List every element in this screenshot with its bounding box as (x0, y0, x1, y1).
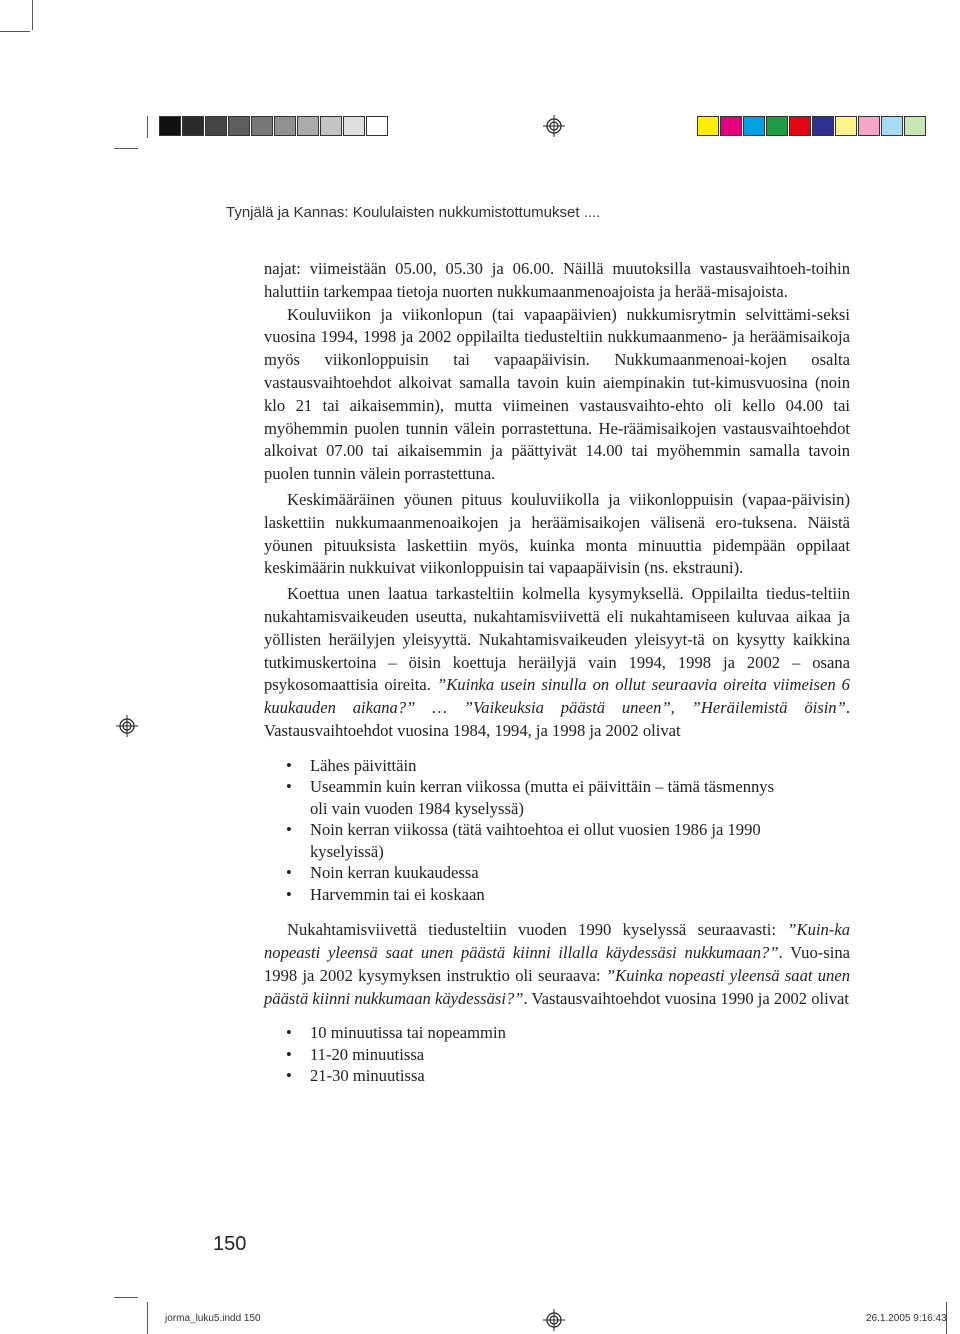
list-item (264, 884, 850, 906)
color-swatch (159, 116, 181, 136)
color-swatch (320, 116, 342, 136)
color-swatch (766, 116, 788, 136)
color-swatch (835, 116, 857, 136)
crop-mark (32, 0, 33, 30)
color-swatch (858, 116, 880, 136)
color-swatch (182, 116, 204, 136)
color-swatch (343, 116, 365, 136)
paragraph (264, 919, 850, 1010)
list-item-text: Noin kerran viikossa (tätä vaihtoehtoa ei ollut vuosien 1986 ja 1990 (310, 820, 761, 840)
bullet-icon: • (286, 1044, 292, 1064)
gray-color-bar (159, 116, 389, 136)
bullet-list-frequency (264, 755, 850, 906)
color-swatch (228, 116, 250, 136)
italic-quote: ”Kuinka nopeasti yleensä saat unen päästä kiinni nukkumaan käydessäsi?” (264, 965, 850, 1008)
list-item (264, 755, 850, 777)
footer-timestamp: 26.1.2005 9:16:43 (866, 1313, 947, 1324)
bullet-icon: • (286, 777, 292, 797)
list-item (264, 1065, 850, 1087)
text-run: Koettua unen laatua tarkasteltiin kolmella kysymyksellä. Oppilailta tiedus-teltiin nukahtamisvaikeuden useutta, nukahtamisviivettä eli nukahtamiseen kuluvaa aikaa ja yöllisten heräilyjen yleisyyttä. Nukahtamisvaikeuden yleisyyt-tä on kysytty kaikkina tutkimuskertoina – öisin koettuja heräilyjä vain 1994, 1998 ja 2002 – osana psykosomaattisia oireita. (264, 584, 850, 695)
list-item-text: kyselyissä) (310, 841, 384, 861)
color-swatch (366, 116, 388, 136)
crop-mark (114, 1297, 138, 1298)
text-run: Nukahtamisviivettä tiedusteltiin vuoden 1990 kyselyssä seuraavasti: (287, 920, 788, 940)
text-run: . Vastausvaihtoehdot vuosina 1990 ja 2002 olivat (523, 988, 850, 1008)
color-swatch (205, 116, 227, 136)
crop-mark (0, 31, 30, 32)
italic-quote: ”Kuin-ka nopeasti yleensä saat unen päästä kiinni illalla käydessäsi nukkumaan?” (264, 920, 850, 963)
color-swatch (274, 116, 296, 136)
list-item-text: oli vain vuoden 1984 kyselyssä) (310, 798, 524, 818)
paragraph (264, 583, 850, 743)
main-text (264, 258, 850, 1087)
list-item-text: Lähes päivittäin (310, 755, 417, 775)
color-swatch (881, 116, 903, 136)
text-run: . Vastausvaihtoehdot vuosina 1984, 1994, ja 1998 ja 2002 olivat (264, 698, 850, 740)
running-header: Tynjälä ja Kannas: Koululaisten nukkumistottumukset .... (226, 204, 601, 221)
crop-mark (114, 148, 138, 149)
list-item-text: 11-20 minuutissa (310, 1044, 425, 1064)
color-swatch (697, 116, 719, 136)
color-swatch (904, 116, 926, 136)
bullet-icon: • (286, 755, 292, 775)
list-item (264, 862, 850, 884)
color-swatch (720, 116, 742, 136)
bullet-icon: • (286, 820, 292, 840)
list-item-text: 21-30 minuutissa (310, 1066, 425, 1086)
color-swatch (297, 116, 319, 136)
registration-mark-icon (543, 115, 565, 137)
list-item-text: Useammin kuin kerran viikossa (mutta ei päivittäin – tämä täsmennys (310, 777, 775, 797)
footer-file-info: jorma_luku5.indd 150 (165, 1313, 261, 1324)
paragraph: Kouluviikon ja viikonlopun (tai vapaapäivien) nukkumisrytmin selvittämi-seksi vuosina 1994, 1998 ja 2002 oppilailta tiedusteltiin nukkumaanmeno- ja heräämisaikoja myös viikonloppuisin tai vapaapäivisin. Nukkumaanmenoai-kojen osalta vastausvaihtoehdot alkoivat samalla tavoin kuin aiempinakin tut-kimusvuosina (noin klo 21 tai aikaisemmin), mutta viimeinen vastausvaihto-ehto oli kello 04.00 tai myöhemmin puolen tunnin välein porrastettuna. He-räämisaikojen vastausvaihtoehdot alkoivat 07.00 tai aikaisemmin ja päättyivät 14.00 tai myöhemmin samalla tavoin puolen tunnin välein porrastettuna. (264, 304, 850, 484)
bullet-list-latency (264, 1022, 850, 1087)
registration-mark-icon (116, 715, 138, 737)
color-swatch (251, 116, 273, 136)
paragraph: najat: viimeistään 05.00, 05.30 ja 06.00. Näillä muutoksilla vastausvaihtoeh-toihin haluttiin tarkempaa tietoja nuorten nukkumaanmenoajoista ja herää-misajoista. (264, 259, 850, 301)
bullet-icon: • (286, 1023, 292, 1043)
paragraph: Keskimääräinen yöunen pituus kouluviikolla ja viikonloppuisin (vapaa-päivisin) laskettiin nukkumaanmenoaikojen ja heräämisaikojen välisenä ero-tuksena. Näistä yöunen pituuksista laskettiin myös, kuinka monta minuuttia pidempään oppilaat keskimäärin nukkuivat viikonloppuisin tai vapaapäivisin (ns. ekstrauni). (264, 489, 850, 578)
cmyk-color-bar (697, 116, 927, 136)
crop-mark (147, 1302, 148, 1334)
color-swatch (789, 116, 811, 136)
list-item-text: Harvemmin tai ei koskaan (310, 884, 485, 904)
text-run: . Vuo-sina 1998 ja 2002 kysymyksen instruktio oli seuraava: (264, 943, 850, 985)
registration-mark-icon (543, 1309, 565, 1331)
list-item-text: 10 minuutissa tai nopeammin (310, 1023, 506, 1043)
list-item (264, 1022, 850, 1044)
color-swatch (812, 116, 834, 136)
italic-quote: ”Kuinka usein sinulla on ollut seuraavia oireita viimeisen 6 kuukauden aikana?” … ”Vaikeuksia päästä uneen”, ”Heräilemistä öisin” (264, 675, 850, 718)
bullet-icon: • (286, 863, 292, 883)
bullet-icon: • (286, 1066, 292, 1086)
color-swatch (743, 116, 765, 136)
list-item-text: Noin kerran kuukaudessa (310, 863, 479, 883)
list-item (264, 1044, 850, 1066)
list-item (264, 776, 850, 819)
list-item (264, 819, 850, 862)
page-number: 150 (213, 1233, 247, 1255)
bullet-icon: • (286, 884, 292, 904)
crop-mark (147, 116, 148, 138)
